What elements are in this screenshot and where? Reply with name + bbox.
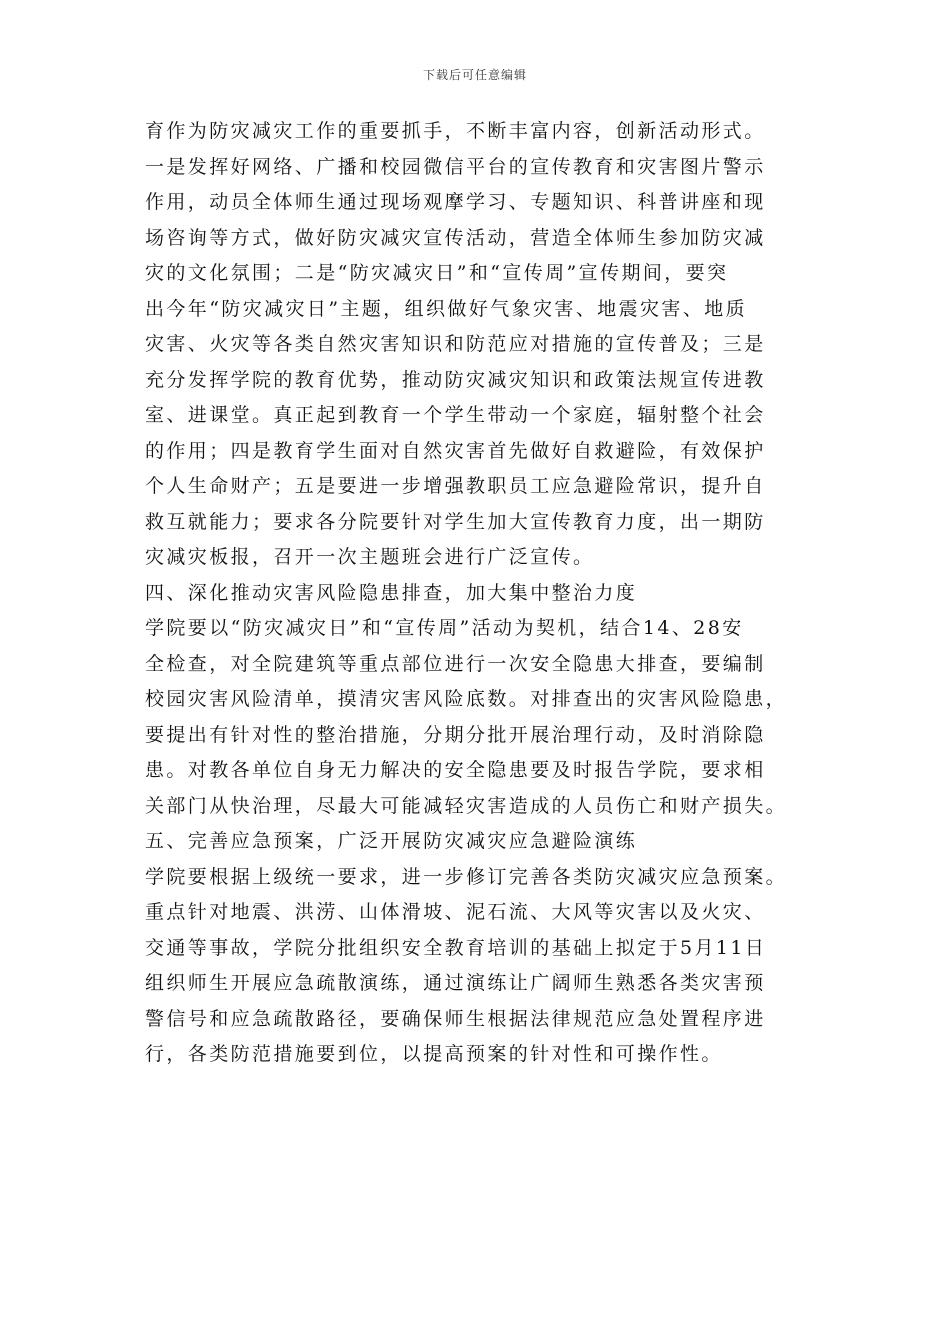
text-line-15: 学院要以“防灾减灾日”和“宣传周”活动为契机，结合14、28安 [145, 617, 744, 639]
text-line-18: 要提出有针对性的整治措施，分期分批开展治理行动，及时消除隐 [145, 723, 766, 746]
text-line-12: 救互就能力；要求各分院要针对学生加大宣传教育力度，出一期防 [145, 510, 766, 533]
text-line-1: 育作为防灾减灾工作的重要抓手，不断丰富内容，创新活动形式。 [145, 120, 766, 142]
text-line-25: 组织师生开展应急疏散演练，通过演练让广阔师生熟悉各类灾害预 [145, 972, 766, 994]
text-line-26: 警信号和应急疏散路径，要确保师生根据法律规范应急处置程序进 [145, 1007, 766, 1030]
text-line-2: 一是发挥好网络、广播和校园微信平台的宣传教育和灾害图片警示 [145, 155, 766, 178]
text-line-3: 作用，动员全体师生通过现场观摩学习、专题知识、科普讲座和现 [145, 191, 766, 213]
text-line-23: 重点针对地震、洪涝、山体滑坡、泥石流、大风等灾害以及火灾、 [145, 901, 766, 923]
document-body [145, 114, 815, 1073]
text-line-16: 全检查，对全院建筑等重点部位进行一次安全隐患大排查，要编制 [145, 652, 766, 675]
text-line-10: 的作用；四是教育学生面对自然灾害首先做好自救避险，有效保护 [145, 439, 766, 462]
text-line-19: 患。对教各单位自身无力解决的安全隐患要及时报告学院，要求相 [145, 759, 766, 781]
text-line-17: 校园灾害风险清单，摸清灾害风险底数。对排查出的灾害风险隐患， [145, 688, 788, 710]
section-heading-4: 四、深化推动灾害风险隐患排查，加大集中整治力度 [145, 581, 638, 604]
section-heading-5: 五、完善应急预案，广泛开展防灾减灾应急避险演练 [145, 830, 638, 852]
text-line-4: 场咨询等方式，做好防灾减灾宣传活动，营造全体师生参加防灾减 [145, 226, 766, 249]
text-line-5: 灾的文化氛围；二是“防灾减灾日”和“宣传周”宣传期间，要突 [145, 262, 729, 284]
text-line-11: 个人生命财产；五是要进一步增强教职员工应急避险常识，提升自 [145, 475, 766, 497]
text-line-27: 行，各类防范措施要到位，以提高预案的针对性和可操作性。 [145, 1043, 723, 1065]
header-note: 下载后可任意编辑 [422, 68, 527, 82]
text-line-22: 学院要根据上级统一要求，进一步修订完善各类防灾减灾应急预案。 [145, 865, 788, 888]
text-line-20: 关部门从快治理，尽最大可能减轻灾害造成的人员伤亡和财产损失。 [145, 794, 788, 817]
text-line-7: 灾害、火灾等各类自然灾害知识和防范应对措施的宣传普及；三是 [145, 333, 766, 355]
text-line-6: 出今年“防灾减灾日”主题，组织做好气象灾害、地震灾害、地质 [145, 297, 748, 320]
text-line-24: 交通等事故，学院分批组织安全教育培训的基础上拟定于5月11日 [145, 936, 767, 959]
text-line-9: 室、进课堂。真正起到教育一个学生带动一个家庭，辐射整个社会 [145, 404, 766, 426]
text-line-13: 灾减灾板报，召开一次主题班会进行广泛宣传。 [145, 546, 595, 568]
text-line-8: 充分发挥学院的教育优势，推动防灾减灾知识和政策法规宣传进教 [145, 368, 766, 391]
